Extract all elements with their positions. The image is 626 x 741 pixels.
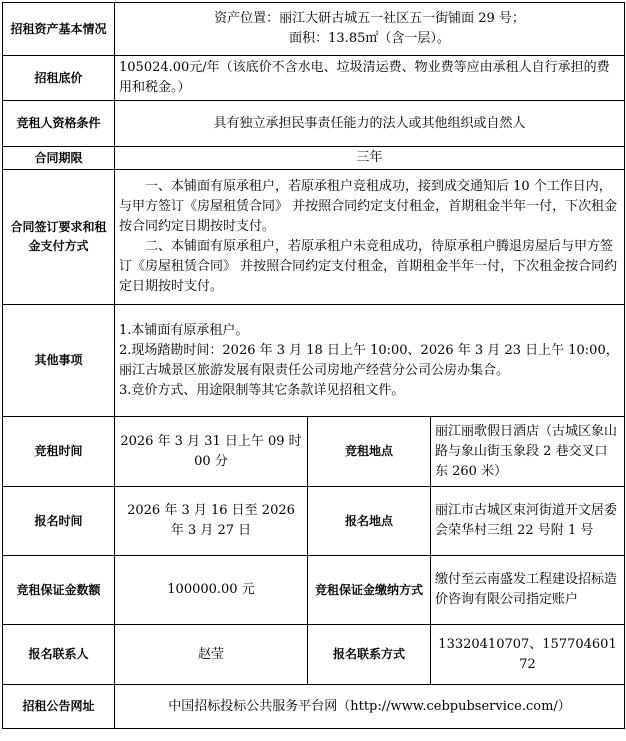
- bid-place-value: 丽江丽歌假日酒店（古城区象山路与象山街玉象段 2 巷交叉口东 260 米）: [431, 417, 625, 487]
- asset-location: 资产位置：丽江大研古城五一社区五一街铺面 29 号；: [214, 11, 525, 26]
- row-asset: [3, 3, 625, 56]
- qualification-value: 具有独立承担民事责任能力的法人或其他组织或自然人: [115, 101, 625, 147]
- contract-label: 合同签订要求和租金支付方式: [3, 170, 115, 305]
- bid-place-label: 竞租地点: [308, 417, 431, 487]
- tender-info-table: [2, 2, 625, 729]
- deposit-label: 竞租保证金数额: [3, 556, 115, 625]
- other-item-2: 2.现场踏勘时间：2026 年 3 月 18 日上午 10:00、2026 年 3 月 23 日上午 10:00，丽江古城景区旅游发展有限责任公司房地产经营分公司公房办集合。: [119, 342, 619, 378]
- term-value: 三年: [115, 147, 625, 170]
- row-base-price: [3, 56, 625, 101]
- deposit-method-value: 缴付至云南盛发工程建设招标造价咨询有限公司指定账户: [431, 556, 625, 625]
- signup-place-label: 报名地点: [308, 487, 431, 556]
- deposit-value: 100000.00 元: [115, 556, 308, 625]
- row-contact: [3, 625, 625, 685]
- signup-place-value: 丽江市古城区束河街道开文居委会荣华村三组 22 号附 1 号: [431, 487, 625, 556]
- other-item-1: 1.本铺面有原承租户。: [119, 322, 249, 338]
- bid-time-label: 竞租时间: [3, 417, 115, 487]
- contract-para-1: 一、本铺面有原承租户，若原承租户竞租成功，接到成交通知后 10 个工作日内，与甲方签订《房屋租赁合同》 并按照合同约定支付租金，首期租金半年一付，下次租金按合同约定日期按时支付。: [119, 179, 618, 234]
- contact-phone-value: 13320410707、15770460172: [431, 625, 625, 685]
- term-label: 合同期限: [3, 147, 115, 170]
- row-term: [3, 147, 625, 170]
- signup-time-value: 2026 年 3 月 16 日至 2026 年 3 月 27 日: [115, 487, 308, 556]
- asset-area: 面积：13.85㎡（含一层）。: [289, 31, 450, 46]
- base-price-label: 招租底价: [3, 56, 115, 101]
- contact-phone-label: 报名联系方式: [308, 625, 431, 685]
- qualification-label: 竞租人资格条件: [3, 101, 115, 147]
- contract-para-2: 二、本铺面有原承租户，若原承租户未竞租成功，待原承租户腾退房屋后与甲方签订《房屋租赁合同》 并按照合同约定支付租金，首期租金半年一付，下次租金按合同约定日期按时支付。: [119, 239, 618, 294]
- row-website: [3, 685, 625, 729]
- base-price-value: 105024.00元/年（该底价不含水电、垃圾清运费、物业费等应由承租人自行承担的费用和税金。）: [115, 56, 625, 101]
- row-other: [3, 305, 625, 417]
- row-signup: [3, 487, 625, 556]
- signup-time-label: 报名时间: [3, 487, 115, 556]
- website-value: 中国招标投标公共服务平台网（http://www.cebpubservice.com/）: [115, 685, 625, 729]
- contract-value: [115, 170, 625, 305]
- row-bid-time: [3, 417, 625, 487]
- other-value: [115, 305, 625, 417]
- row-qualification: [3, 101, 625, 147]
- contact-label: 报名联系人: [3, 625, 115, 685]
- other-item-3: 3.竞价方式、用途限制等其它条款详见招租文件。: [119, 382, 405, 398]
- website-label: 招租公告网址: [3, 685, 115, 729]
- asset-label: 招租资产基本情况: [3, 3, 115, 56]
- row-contract: [3, 170, 625, 305]
- other-label: 其他事项: [3, 305, 115, 417]
- bid-time-value: 2026 年 3 月 31 日上午 09 时 00 分: [115, 417, 308, 487]
- contact-value: 赵莹: [115, 625, 308, 685]
- asset-value: [115, 3, 625, 56]
- deposit-method-label: 竞租保证金缴纳方式: [308, 556, 431, 625]
- row-deposit: [3, 556, 625, 625]
